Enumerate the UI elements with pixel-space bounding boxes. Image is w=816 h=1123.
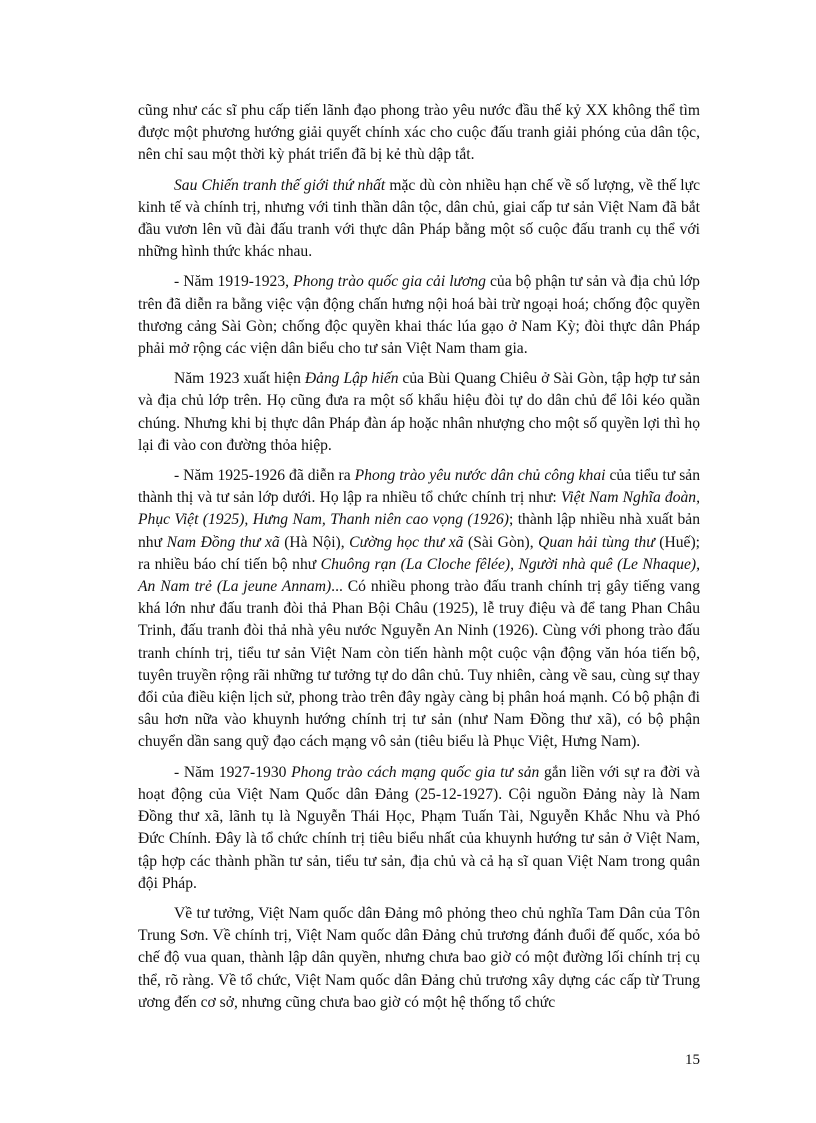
text-run: của bộ phận tư sản và địa chủ lớp trên đã diễn ra bằng việc vận động chấn hưng nội hoá bài trừ ngoại hoá; chống độc quyền thương cảng Sài Gòn; chống độc quyền khai thác lúa gạo ở Nam Kỳ; đòi thực dân Pháp phải mở rộng các viện dân biểu cho tư sản Việt Nam tham gia. [138, 273, 700, 358]
italic-text-run: Nam Đồng thư xã [166, 533, 280, 551]
italic-text-run: Phong trào yêu nước dân chủ công khai [354, 467, 606, 485]
italic-text-run: Việt Nam Nghĩa đoàn, Phục Việt (1925), Hưng Nam, Thanh niên cao vọng (1926) [138, 489, 700, 529]
text-run: (Hà Nội), [279, 533, 350, 551]
paragraph [138, 271, 700, 360]
paragraph [138, 175, 700, 264]
italic-text-run: Phong trào cách mạng quốc gia tư sản [291, 763, 540, 781]
paragraph [138, 465, 700, 754]
italic-text-run: Chuông rạn (La Cloche fêlée), Người nhà quê (Le Nhaque), An Nam trẻ (La jeune Annam) [138, 555, 700, 596]
body-text [138, 100, 700, 1022]
text-run: (Sài Gòn), [463, 533, 539, 551]
italic-text-run: Quan hải tùng thư [538, 533, 655, 551]
paragraph [138, 903, 700, 1014]
text-run: ; thành lập nhiều nhà xuất bản như [138, 511, 700, 551]
italic-text-run: Đảng Lập hiến [304, 370, 399, 388]
text-run: Năm 1923 xuất hiện [174, 370, 305, 388]
text-run: Về tư tưởng, Việt Nam quốc dân Đảng mô phỏng theo chủ nghĩa Tam Dân của Tôn Trung Sơn. Về chính trị, Việt Nam quốc dân Đảng chủ trương đánh đuổi đế quốc, xóa bỏ chế độ vua quan, thành lập dân quyền, nhưng chưa bao giờ có một đường lối chính trị cụ thể, rõ ràng. Về tổ chức, Việt Nam quốc dân Đảng chủ trương xây dựng các cấp từ Trung ương đến cơ sở, nhưng cũng chưa bao giờ có một hệ thống tổ chức [138, 904, 700, 1011]
paragraph [138, 762, 700, 895]
text-run: - Năm 1927-1930 [174, 763, 292, 781]
paragraph [138, 368, 700, 457]
text-run: - Năm 1919-1923, [174, 273, 294, 291]
text-run: ... Có nhiều phong trào đấu tranh chính trị gây tiếng vang khá lớn như đấu tranh đòi thả Phan Bội Châu (1925), lễ truy điệu và để tang Phan Châu Trinh, đấu tranh đòi thả nhà yêu nước Nguyễn An Ninh (1926). Cùng với phong trào đấu tranh chính trị, tiểu tư sản Việt Nam còn tiến hành một cuộc vận động văn hóa tiến bộ, tuyên truyền rộng rãi những tư tưởng tự do dân chủ. Tuy nhiên, càng về sau, cùng sự thay đổi của điều kiện lịch sử, phong trào trên đây ngày càng bị phân hoá mạnh. Có bộ phận đi sâu hơn nữa vào khuynh hướng chính trị tư sản (như Nam Đồng thư xã), có bộ phận chuyển dần sang quỹ đạo cách mạng vô sản (tiêu biểu là Phục Việt, Hưng Nam). [138, 578, 700, 751]
text-run: cũng như các sĩ phu cấp tiến lãnh đạo phong trào yêu nước đầu thế kỷ XX không thể tìm được một phương hướng giải quyết chính xác cho cuộc đấu tranh giải phóng của dân tộc, nên chỉ sau một thời kỳ phát triển đã bị kẻ thù dập tắt. [138, 102, 700, 164]
paragraph [138, 100, 700, 167]
text-run: mặc dù còn nhiều hạn chế về số lượng, về thế lực kinh tế và chính trị, nhưng với tinh thần dân tộc, dân chủ, giai cấp tư sản Việt Nam đã bắt đầu vươn lên vũ đài đấu tranh với thực dân Pháp bằng một số cuộc đấu tranh cụ thể với những hình thức khác nhau. [138, 176, 700, 261]
italic-text-run: Cường học thư xã [349, 533, 464, 551]
text-run: của tiểu tư sản thành thị và tư sản lớp dưới. Họ lập ra nhiều tổ chức chính trị như: [138, 467, 700, 507]
text-run: (Huế); ra nhiều báo chí tiến bộ như [138, 533, 700, 573]
text-run: - Năm 1925-1926 đã diễn ra [174, 467, 355, 485]
italic-text-run: Phong trào quốc gia cải lương [293, 273, 486, 291]
italic-text-run: Sau Chiến tranh thế giới thứ nhất [174, 176, 386, 194]
text-run: gắn liền với sự ra đời và hoạt động của Việt Nam Quốc dân Đảng (25-12-1927). Cội nguồn Đảng này là Nam Đồng thư xã, lãnh tụ là Nguyễn Thái Học, Phạm Tuấn Tài, Nguyễn Khắc Nhu và Phó Đức Chính. Đây là tổ chức chính trị tiêu biểu nhất của khuynh hướng tư sản ở Việt Nam, tập hợp các thành phần tư sản, tiểu tư sản, địa chủ và cả hạ sĩ quan Việt Nam trong quân đội Pháp. [138, 763, 700, 892]
text-run: của Bùi Quang Chiêu ở Sài Gòn, tập hợp tư sản và địa chủ lớp trên. Họ cũng đưa ra một số khẩu hiệu đòi tự do dân chủ để lôi kéo quần chúng. Nhưng khi bị thực dân Pháp đàn áp hoặc nhân nhượng cho một số quyền lợi thì họ lại đi vào con đường thỏa hiệp. [138, 370, 701, 454]
page-number: 15 [685, 1052, 700, 1068]
